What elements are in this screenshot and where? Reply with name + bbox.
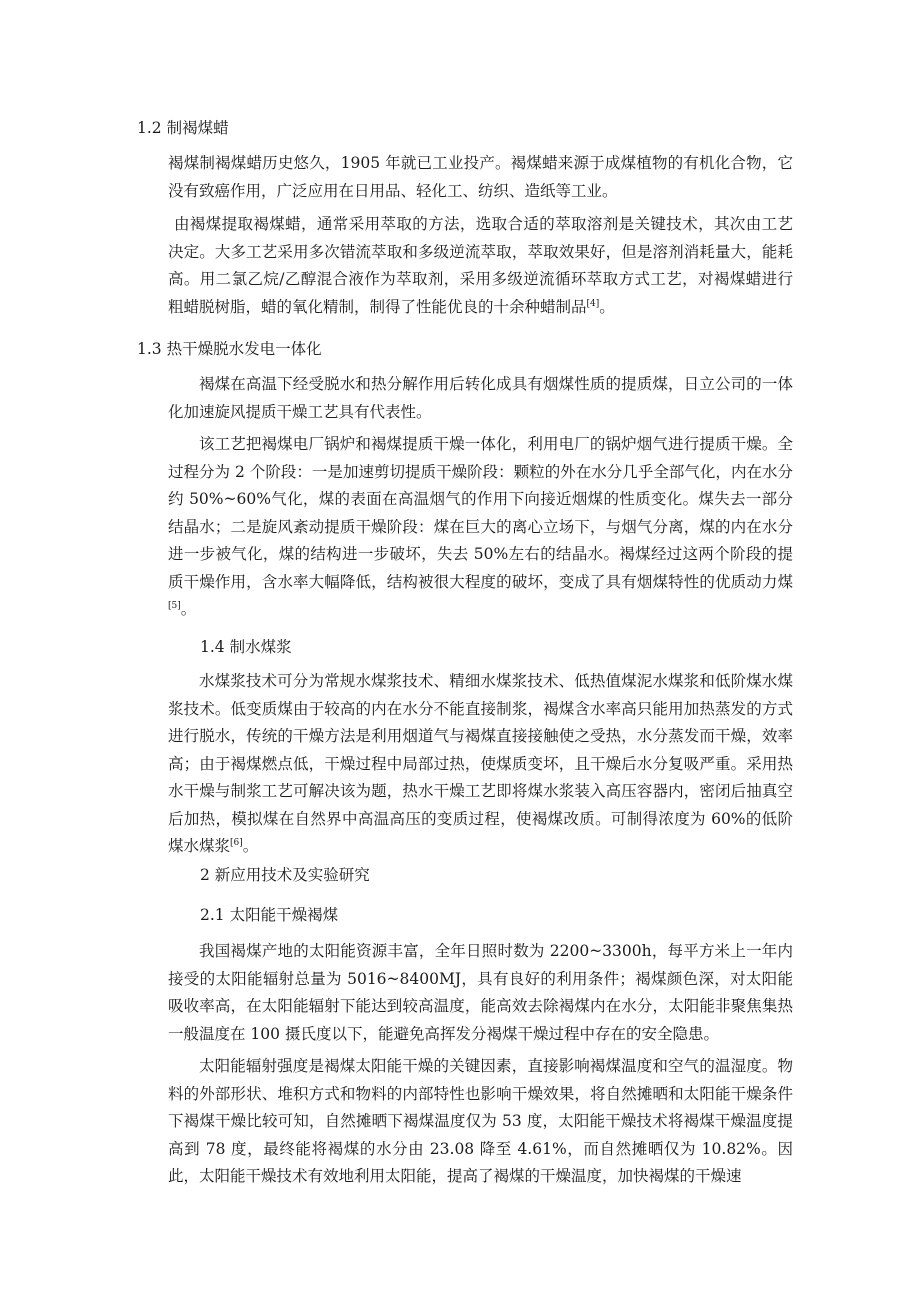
section-heading-2-1: 2.1 太阳能干燥褐煤 — [200, 906, 339, 924]
paragraph-end: 。 — [599, 297, 615, 316]
paragraph-text: 由褐煤提取褐煤蜡，通常采用萃取的方法，选取合适的萃取溶剂是关键技术，其次由工艺决定。大多工艺采用多次错流萃取和多级逆流萃取，萃取效果好，但是溶剂消耗量大，能耗高。用二氯乙烷/乙醇混合液作为萃取剂，采用多级逆流循环萃取方式工艺，对褐煤蜡进行粗蜡脱树脂，蜡的氧化精制，制得了性能优良的十余种蜡制品 — [168, 215, 793, 316]
paragraph-end: 。 — [180, 600, 197, 618]
paragraph-text: 水煤浆技术可分为常规水煤浆技术、精细水煤浆技术、低热值煤泥水煤浆和低阶煤水煤浆技术。低变质煤由于较高的内在水分不能直接制浆，褐煤含水率高只能用加热蒸发的方式进行脱水，传统的干燥方法是利用烟道气与褐煤直接接触使之受热，水分蒸发而干燥，效率高；由于褐煤燃点低，干燥过程中局部过热，使煤质变坏，且干燥后水分复吸严重。采用热水干燥与制浆工艺可解决该为题，热水干燥工艺即将煤水浆装入高压容器内，密闭后抽真空后加热，模拟煤在自然界中高温高压的变质过程，使褐煤改质。可制得浓度为 60%的低阶煤水煤浆 — [168, 672, 793, 855]
paragraph-two-stage-drying — [168, 431, 793, 624]
paragraph-text: 该工艺把褐煤电厂锅炉和褐煤提质干燥一体化，利用电厂的锅炉烟气进行提质干燥。全过程分为 2 个阶段：一是加速剪切提质干燥阶段：颗粒的外在水分几乎全部气化，内在水分约 50%~60%气化，煤的表面在高温烟气的作用下向接近烟煤的性质变化。煤失去一部分结晶水；二是旋风紊动提质干燥阶段：煤在巨大的离心立场下，与烟气分离，煤的内在水分进一步被气化，煤的结构进一步破坏，失去 50%左右的结晶水。褐煤经过这两个阶段的提质干燥作用，含水率大幅降低，结构被很大程度的破坏，变成了具有烟煤特性的优质动力煤 — [168, 435, 793, 591]
paragraph-text: 褐煤制褐煤蜡历史悠久，1905 年就已工业投产。褐煤蜡来源于成煤植物的有机化合物，它没有致癌作用，广泛应用在日用品、轻化工、纺织、造纸等工业。 — [168, 154, 793, 200]
citation-ref: [4] — [586, 298, 600, 309]
citation-ref: [6] — [230, 837, 243, 848]
paragraph-solar-drying-results — [168, 1053, 793, 1191]
section-heading-1-3: 1.3 热干燥脱水发电一体化 — [137, 340, 322, 358]
citation-ref: [5] — [168, 600, 181, 611]
paragraph-lignite-wax-history — [168, 150, 793, 205]
paragraph-coal-water-slurry — [168, 668, 793, 861]
paragraph-end: 。 — [242, 837, 259, 855]
section-heading-2: 2 新应用技术及实验研究 — [200, 866, 370, 884]
paragraph-text: 我国褐煤产地的太阳能资源丰富，全年日照时数为 2200~3300h，每平方米上一年内接受的太阳能辐射总量为 5016~8400MJ，具有良好的利用条件；褐煤颜色深，对太阳能吸收率高，在太阳能辐射下能达到较高温度，能高效去除褐煤内在水分，太阳能非聚焦集热一般温度在 100 摄氏度以下，能避免高挥发分褐煤干燥过程中存在的安全隐患。 — [168, 942, 793, 1043]
section-heading-1-2: 1.2 制褐煤蜡 — [137, 119, 229, 137]
paragraph-text: 褐煤在高温下经受脱水和热分解作用后转化成具有烟煤性质的提质煤，日立公司的一体化加速旋风提质干燥工艺具有代表性。 — [168, 375, 793, 421]
paragraph-hitachi-process — [168, 371, 793, 426]
paragraph-lignite-wax-extraction — [168, 211, 793, 321]
section-heading-1-4: 1.4 制水煤浆 — [200, 638, 292, 656]
paragraph-solar-resources — [168, 938, 793, 1048]
paragraph-text: 太阳能辐射强度是褐煤太阳能干燥的关键因素，直接影响褐煤温度和空气的温湿度。物料的外部形状、堆积方式和物料的内部特性也影响干燥效果，将自然摊晒和太阳能干燥条件下褐煤干燥比较可知，自然摊晒下褐煤温度仅为 53 度，太阳能干燥技术将褐煤干燥温度提高到 78 度，最终能将褐煤的水分由 23.08 降至 4.61%，而自然摊晒仅为 10.82%。因此，太阳能干燥技术有效地利用太阳能，提高了褐煤的干燥温度，加快褐煤的干燥速 — [168, 1057, 793, 1185]
